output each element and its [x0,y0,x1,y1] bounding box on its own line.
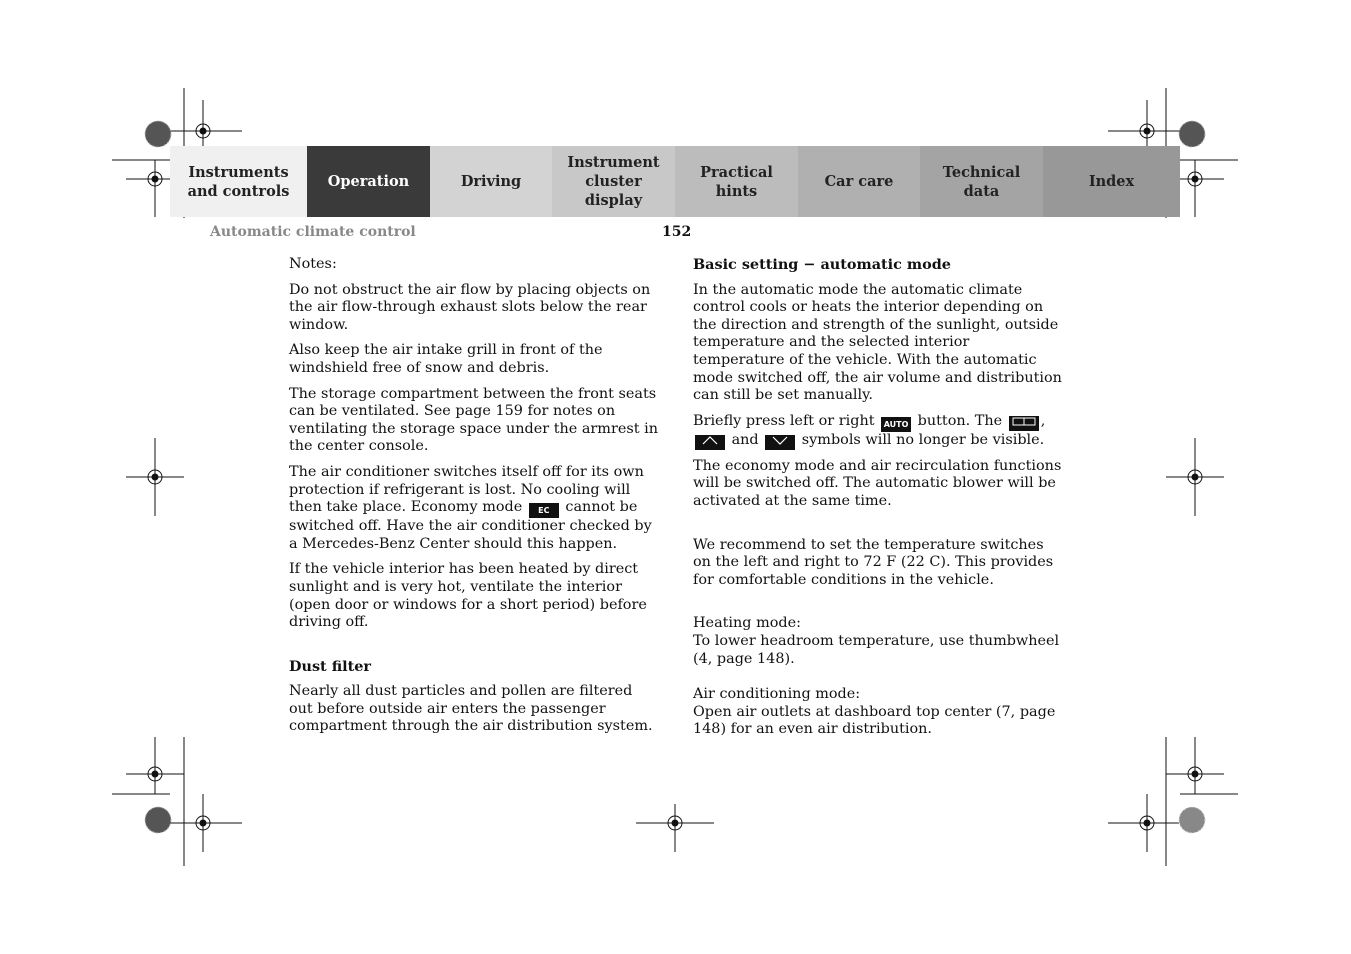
auto-mode-paragraph: In the automatic mode the automatic climate control cools or heats the interior depending on the direction and strength of the sunlight, outside temperature and the selected interior temperature of the vehicle. With the automatic mode switched off, the air volume and distribution can still be set manually. [693,281,1062,404]
registration-mark-icon [636,804,714,852]
page-number: 152 [662,224,692,240]
auto-button-icon: AUTO [881,417,911,432]
defrost-icon [1009,416,1039,431]
ac-mode-label: Air conditioning mode: [693,686,861,703]
dust-filter-text: Nearly all dust particles and pollen are filtered out before outside air enters the passenger compartment through the air distribution system. [289,683,653,735]
registration-mark-icon [164,794,242,852]
tab-index[interactable]: Index [1043,146,1180,217]
tab-instruments-and-controls[interactable]: Instruments and controls [170,146,307,217]
note-paragraph: If the vehicle interior has been heated by direct sunlight and is very hot, ventilate the interior (open door or windows for a short period) before driving off. [289,561,647,631]
auto-button-paragraph: Briefly press left or right AUTO button. The , and symbols will no longer be visible. [693,412,1046,448]
notes-label: Notes: [289,256,337,272]
color-wheel-icon [1179,121,1205,147]
ac-mode [693,686,1063,739]
chapter-nav [170,146,1180,217]
air-down-icon [765,435,795,450]
tab-operation[interactable]: Operation [307,146,430,217]
left-column [289,256,659,744]
tab-practical-hints[interactable]: Practical hints [675,146,798,217]
registration-mark-icon [1166,737,1224,794]
heating-mode [693,615,1063,668]
heating-mode-label: Heating mode: [693,615,801,632]
right-column [693,256,1063,739]
tab-driving[interactable]: Driving [430,146,552,217]
temperature-recommendation: We recommend to set the temperature switches on the left and right to 72 F (22 C). This provides for comfortable conditions in the vehicle. [693,536,1054,588]
color-wheel-icon [145,807,171,833]
tab-technical-data[interactable]: Technical data [920,146,1043,217]
note-paragraph: Do not obstruct the air flow by placing objects on the air flow-through exhaust slots below the rear window. [289,281,651,333]
registration-mark-icon [126,438,184,516]
dust-filter-heading: Dust filter [289,657,372,675]
heating-mode-text: To lower headroom temperature, use thumbwheel (4, page 148). [693,632,1060,667]
registration-mark-icon [126,737,184,794]
note-paragraph: Also keep the air intake grill in front of the windshield free of snow and debris. [289,342,603,376]
air-up-icon [695,435,725,450]
note-paragraph: The air conditioner switches itself off for its own protection if refrigerant is lost. No cooling will then take place. Economy mode EC cannot be switched off. Have the air conditioner checked by a Mercedes-Benz Center should this happen. [289,463,652,552]
note-paragraph: The storage compartment between the front seats can be ventilated. See page 159 for notes on ventilating the storage space under the armrest in the center console. [289,385,658,455]
color-wheel-icon [1179,807,1205,833]
section-title: Automatic climate control [210,224,416,240]
basic-setting-heading: Basic setting − automatic mode [693,256,951,273]
registration-mark-icon [1108,794,1186,852]
tab-car-care[interactable]: Car care [798,146,920,217]
ac-mode-text: Open air outlets at dashboard top center (7, page 148) for an even air distribution. [693,703,1056,738]
color-wheel-icon [145,121,171,147]
economy-mode-icon: EC [529,503,559,518]
tab-instrument-cluster-display[interactable]: Instrument cluster display [552,146,675,217]
registration-mark-icon [1166,438,1224,516]
economy-off-paragraph: The economy mode and air recirculation functions will be switched off. The automatic blower will be activated at the same time. [693,457,1062,509]
